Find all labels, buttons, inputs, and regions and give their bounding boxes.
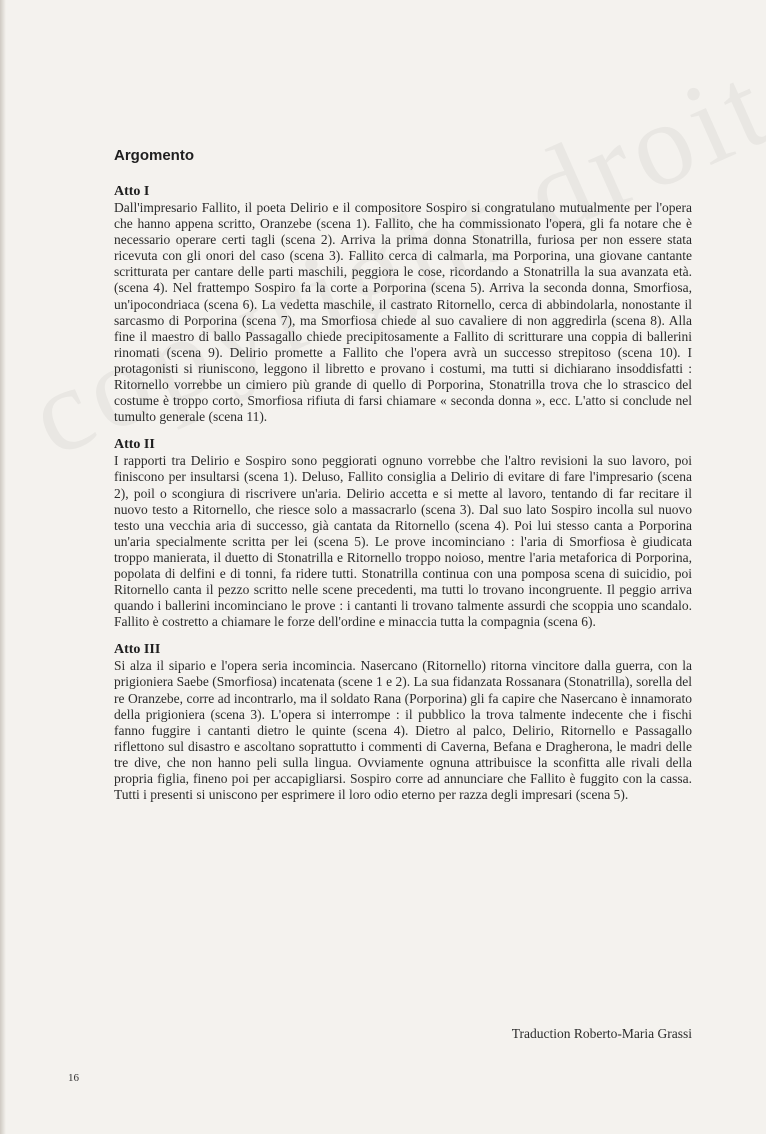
act-3-section	[114, 642, 692, 803]
page-title: Argomento	[114, 147, 194, 164]
act-3-text: Si alza il sipario e l'opera seria incomincia. Nasercano (Ritornello) ritorna vincitore dalla guerra, con la prigioniera Saebe (Smorfiosa) incatenata (scene 1 e 2). La sua fidanzata Rossanara (Stonatrilla), sorella del re Oranzebe, corre ad incontrarlo, ma il soldato Rana (Porporina) gli fa capire che Nasercano è innamorato della prigioniera (scena 3). L'opera si interrompe : il pubblico la trova talmente indecente che i fischi fanno fuggire i cantanti dietro le quinte (scena 4). Dietro al palco, Delirio, Ritornello e Passagallo riflettono sul disastro e ascoltano soprattutto i commenti di Caverna, Befana e Dragherona, le madri delle tre dive, che non hanno peli sulla lingua. Ovviamente ognuna attribuisce la sconfitta alle rivali della propria figlia, fineno poi per accapigliarsi. Sospiro corre ad annunciare che Fallito è fuggito con la cassa. Tutti i presenti si uniscono per esprimere il loro odio eterno per razza degli impresari (scena 5).	[114, 658, 693, 803]
page-number: 16	[68, 1072, 79, 1084]
act-2-section	[114, 437, 692, 630]
act-1-heading: Atto I	[114, 184, 150, 199]
translator-credit: Traduction Roberto-Maria Grassi	[511, 1026, 692, 1041]
act-2-heading: Atto II	[114, 437, 155, 453]
act-1-text: Dall'impresario Fallito, il poeta Delirio e il compositore Sospiro si congratulano mutualmente per l'opera che hanno appena scritto, Oranzebe (scena 1). Fallito, che ha commissionato l'opera, gli fa notare che è necessario operare certi tagli (scena 2). Arriva la prima donna Stonatrilla, furiosa per non essere stata ricevuta con gli onori del caso (scena 3). Fallito cerca di calmarla, ma Porporina, una giovane cantante scritturata per cantare delle parti maschili, peggiora le cose, ricordando a Stonatrilla la sua avanzata età. (scena 4). Nel frattempo Sospiro fa la corte a Porporina (scena 5). Arriva la seconda donna, Smorfiosa, un'ipocondriaca (scena 6). La vedetta maschile, il castrato Ritornello, cerca di abbindolarla, nonostante il sarcasmo di Porporina (scena 7), ma Smorfiosa chiede al suo cavaliere di non aggredirla (scena 8). Alla fine il maestro di ballo Passagallo chiede precipitosamente a Fallito di scritturare una coppia di ballerini rinomati (scena 9). Delirio promette a Fallito che l'opera avrà un successo strepitoso (scena 10). I protagonisti si riuniscono, leggono il libretto e provano i costumi, ma tutti si dichiarano insoddisfatti : Ritornello vorrebbe un cimiero più grande di quello di Porporina, Stonatrilla trova che lo strascico del costume è troppo corto, Smorfiosa rifiuta di farsi chiamare « seconda donna », ecc. L'atto si conclude nel tumulto generale (scena 11).	[114, 200, 692, 425]
act-2-text: I rapporti tra Delirio e Sospiro sono peggiorati ognuno vorrebbe che l'altro revisioni la suo lavoro, poi finiscono per insultarsi (scena 1). Deluso, Fallito consiglia a Delirio di evitare di fare l'impresario (scena 2), poil o scongiura di riscrivere un'aria. Delirio accetta e si mette al lavoro, tentando di far recitare il nuovo testo a Ritornello, che riesce solo a massacrarlo (scena 3). Dal suo lato Sospiro incolla sul nuovo testo una vecchia aria di successo, già cantata da Ritornello (scena 4). Poi lui stesso canta a Porporina un'aria specialmente scritta per lei (scena 5). Le prove incominciano : l'aria di Smorfiosa è giudicata troppo manierata, il duetto di Stonatrilla e Ritornello troppo noioso, mentre l'aria metaforica di Porporina, popolata di delfini e di tonni, fa ridere tutti. Stonatrilla continua con una pomposa scena di suicidio, poi Ritornello canta il pezzo scritto nelle scene precedenti, ma tutti lo trovano incongruente. Il peggio arriva quando i ballerini incominciano le prove : i cantanti li trovano talmente assurdi che scoppia uno scandalo. Fallito è costretto a chiamare le forze dell'ordine e minaccia tutta la compagnia (scena 6).	[114, 453, 692, 630]
page-edge-shadow	[0, 0, 6, 1134]
document-body	[114, 147, 692, 815]
act-1-section	[114, 184, 692, 425]
act-3-heading: Atto III	[114, 642, 161, 658]
